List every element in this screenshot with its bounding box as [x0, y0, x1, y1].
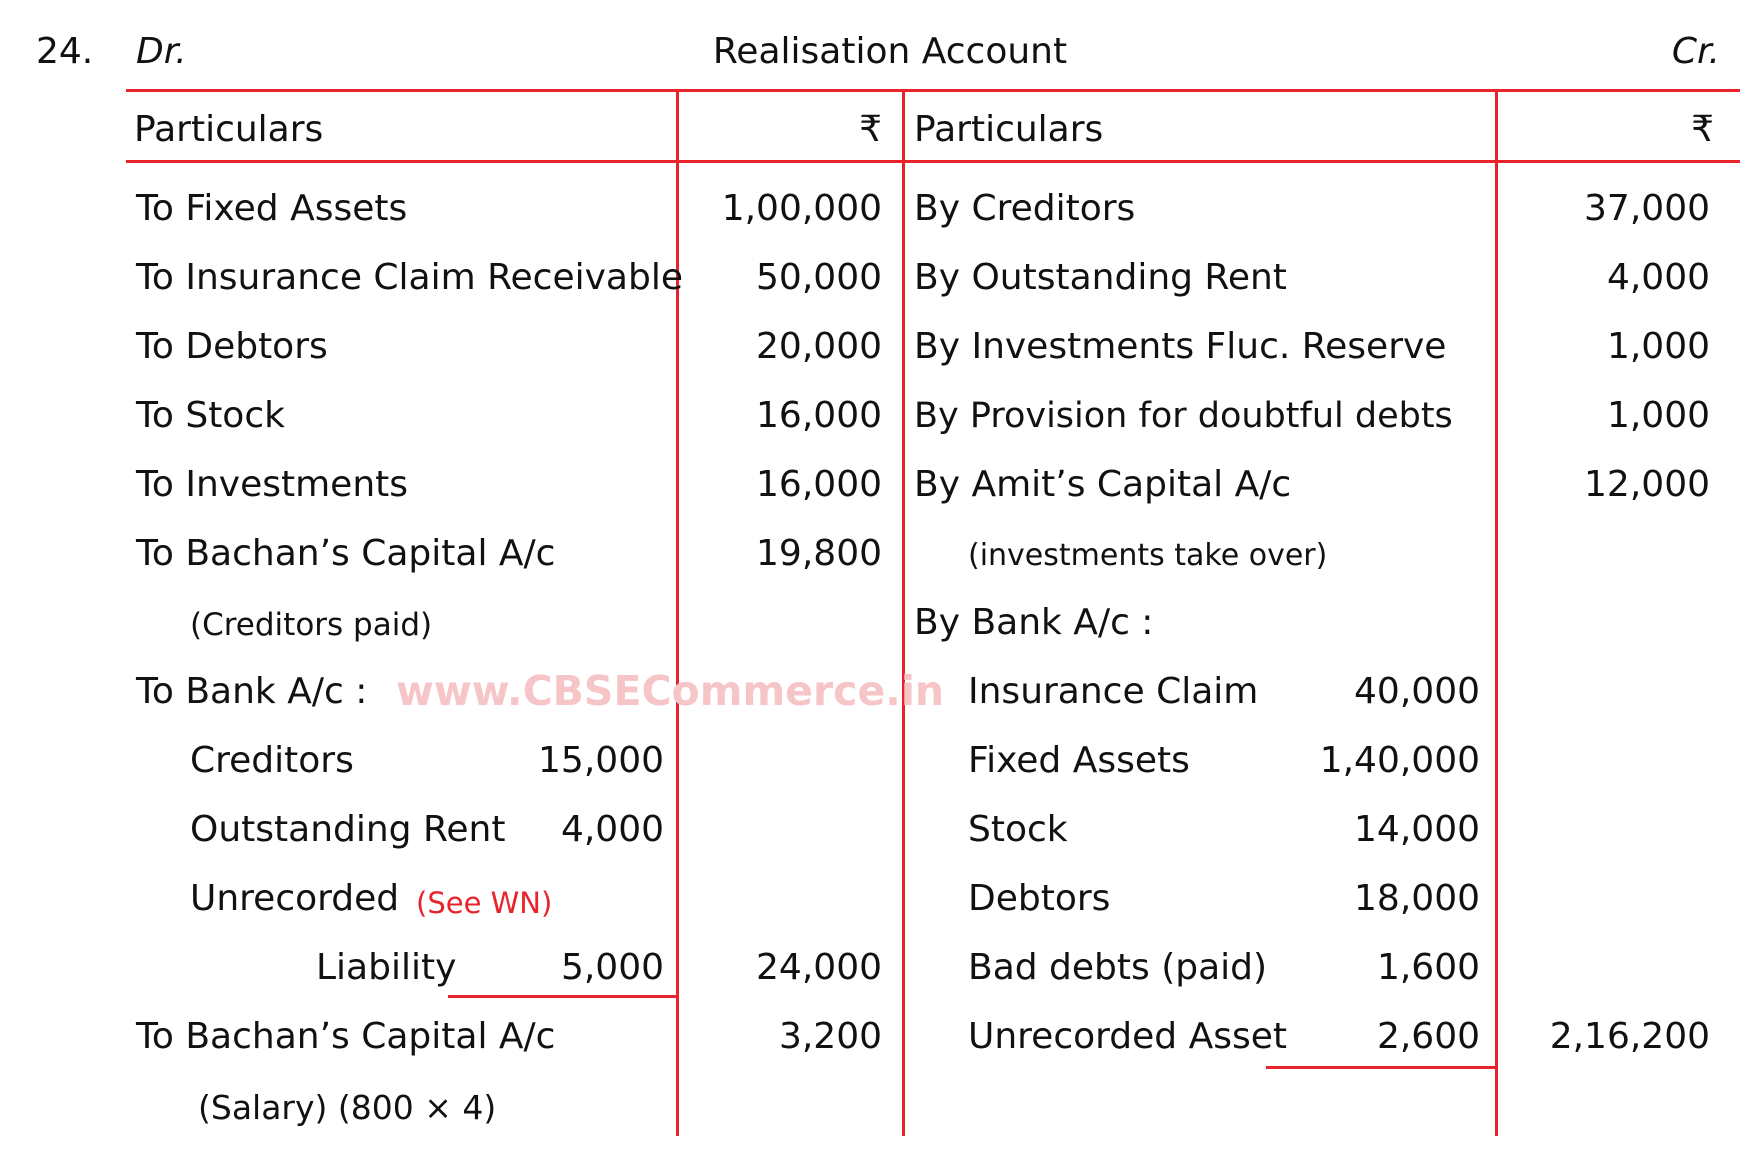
credit-label-rent: By Outstanding Rent [914, 257, 1287, 298]
debit-bank-subtotal-rule [448, 995, 678, 998]
debit-bank-total: 24,000 [756, 947, 882, 988]
credit-side-label: Cr. [1671, 31, 1720, 72]
credit-bank-insurance-label: Insurance Claim [968, 671, 1259, 712]
credit-bank-bad-debts-amount: 1,600 [1376, 947, 1480, 988]
debit-bank-rent-label: Outstanding Rent [190, 809, 506, 850]
debit-amount-bachan-creditors: 19,800 [756, 533, 882, 574]
credit-bank-bad-debts-label: Bad debts (paid) [968, 947, 1268, 988]
credit-bank-stock-label: Stock [968, 809, 1068, 850]
debit-amount-stock: 16,000 [756, 395, 882, 436]
debit-bank-creditors-amount: 15,000 [538, 740, 664, 781]
debit-bank-rent-amount: 4,000 [560, 809, 664, 850]
debit-label-bank: To Bank A/c : [136, 671, 368, 712]
credit-label-ifr: By Investments Fluc. Reserve [914, 326, 1447, 367]
credit-bank-debtors-amount: 18,000 [1354, 878, 1480, 919]
credit-bank-fixed-amount: 1,40,000 [1319, 740, 1480, 781]
debit-amount-divider [676, 91, 679, 1136]
debit-label-stock: To Stock [136, 395, 285, 436]
debit-particulars-header: Particulars [134, 109, 324, 150]
debit-label-fixed-assets: To Fixed Assets [136, 188, 408, 229]
credit-label-bank: By Bank A/c : [914, 602, 1154, 643]
credit-bank-unrecorded-label: Unrecorded Asset [968, 1016, 1288, 1057]
debit-label-insurance: To Insurance Claim Receivable [136, 257, 683, 298]
debit-bank-liability-label: Liability [316, 947, 457, 988]
question-number: 24. [36, 31, 94, 72]
credit-label-creditors: By Creditors [914, 188, 1136, 229]
debit-amount-investments: 16,000 [756, 464, 882, 505]
debit-amount-bachan-salary: 3,200 [778, 1016, 882, 1057]
debit-bank-liability-amount: 5,000 [560, 947, 664, 988]
credit-amount-creditors: 37,000 [1584, 188, 1710, 229]
credit-bank-fixed-label: Fixed Assets [968, 740, 1190, 781]
debit-amount-header: ₹ [859, 109, 882, 150]
credit-amount-header: ₹ [1691, 109, 1714, 150]
debit-side-label: Dr. [136, 31, 187, 72]
watermark: www.CBSECommerce.in [396, 667, 945, 715]
debit-note-salary: (Salary) (800 × 4) [198, 1088, 497, 1127]
debit-label-debtors: To Debtors [136, 326, 328, 367]
account-title: Realisation Account [712, 31, 1068, 72]
credit-bank-unrecorded-amount: 2,600 [1376, 1016, 1480, 1057]
debit-label-investments: To Investments [136, 464, 409, 505]
debit-note-creditors-paid: (Creditors paid) [190, 607, 433, 643]
debit-amount-insurance: 50,000 [756, 257, 882, 298]
debit-bank-creditors-label: Creditors [190, 740, 354, 781]
credit-particulars-header: Particulars [914, 109, 1104, 150]
credit-bank-total: 2,16,200 [1549, 1016, 1710, 1057]
centre-divider [902, 91, 905, 1136]
credit-amount-provision: 1,000 [1606, 395, 1710, 436]
debit-bank-unrecorded-label: Unrecorded [190, 878, 400, 919]
debit-see-wn-note: (See WN) [416, 886, 553, 920]
credit-amount-divider [1495, 91, 1498, 1136]
credit-note-investments: (investments take over) [968, 538, 1328, 573]
credit-amount-amit: 12,000 [1584, 464, 1710, 505]
credit-bank-debtors-label: Debtors [968, 878, 1111, 919]
credit-bank-subtotal-rule [1266, 1066, 1498, 1069]
credit-label-provision: By Provision for doubtful debts [914, 396, 1453, 436]
debit-amount-fixed-assets: 1,00,000 [721, 188, 882, 229]
debit-amount-debtors: 20,000 [756, 326, 882, 367]
credit-bank-stock-amount: 14,000 [1354, 809, 1480, 850]
credit-bank-insurance-amount: 40,000 [1354, 671, 1480, 712]
credit-label-amit: By Amit’s Capital A/c [914, 464, 1292, 505]
credit-amount-ifr: 1,000 [1606, 326, 1710, 367]
credit-amount-rent: 4,000 [1606, 257, 1710, 298]
debit-label-bachan-salary: To Bachan’s Capital A/c [136, 1016, 556, 1057]
debit-label-bachan-creditors: To Bachan’s Capital A/c [136, 533, 556, 574]
